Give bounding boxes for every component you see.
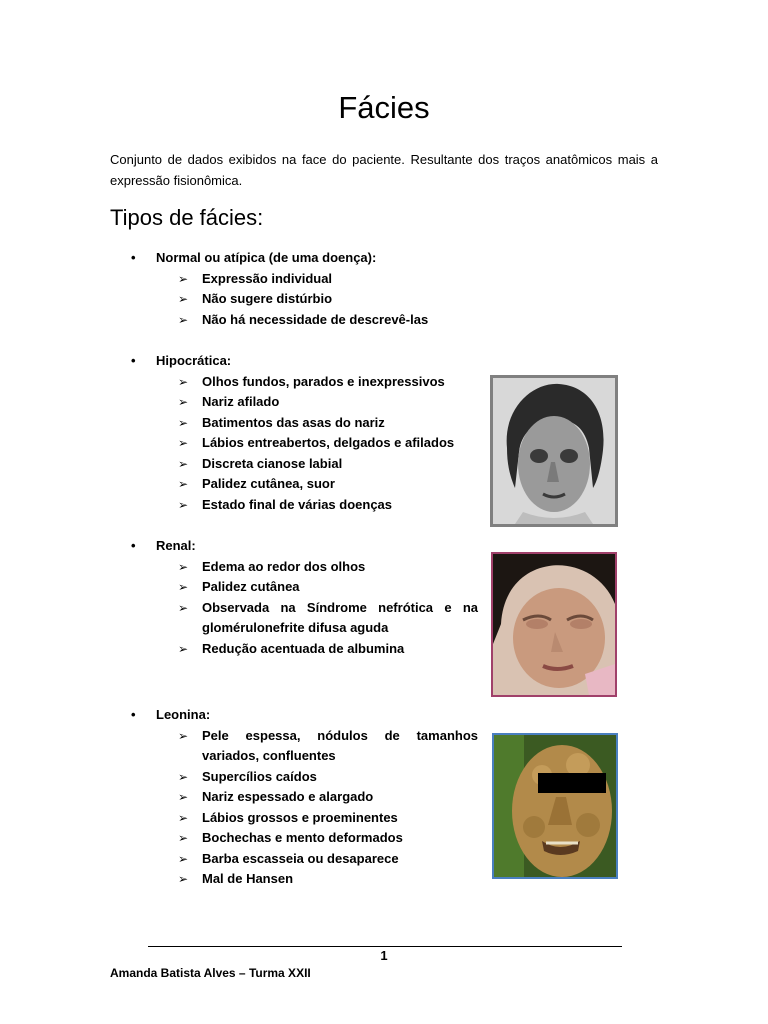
arrow-bullet-icon: ➢ (178, 477, 189, 491)
section-heading-text: Hipocrática: (156, 353, 232, 368)
list-item: ➢ Barba escasseia ou desaparece (178, 849, 478, 870)
list-item: ➢ Discreta cianose labial (178, 454, 478, 475)
arrow-bullet-icon: ➢ (178, 374, 189, 389)
list-item: ➢ Olhos fundos, parados e inexpressivos (178, 372, 478, 393)
arrow-bullet-icon: ➢ (178, 415, 189, 430)
bullet: • (131, 250, 136, 265)
list-item: ➢ Edema ao redor dos olhos (178, 557, 478, 578)
intro-paragraph: Conjunto de dados exibidos na face do paciente. Resultante dos traços anatômicos mais a expressão fisionômica. (110, 152, 658, 188)
arrow-bullet-icon: ➢ (178, 271, 189, 286)
photo-facies-hipocratica (490, 375, 618, 527)
arrow-bullet-icon: ➢ (178, 497, 189, 512)
list-item: ➢ Batimentos das asas do nariz (178, 413, 478, 434)
face-photo-color (493, 554, 615, 695)
item-list (178, 726, 478, 890)
list-item: ➢ Mal de Hansen (178, 869, 478, 890)
arrow-bullet-icon: ➢ (178, 851, 189, 866)
section-heading (131, 705, 210, 725)
arrow-bullet-icon: ➢ (178, 580, 189, 594)
list-item: ➢ Palidez cutânea, suor (178, 474, 478, 495)
list-item: ➢ Nariz afilado (178, 392, 478, 413)
censor-bar (538, 773, 606, 793)
page-title: Fácies (338, 90, 430, 125)
list-item: ➢ Lábios entreabertos, delgados e afilados (178, 433, 478, 454)
list-item: ➢ Palidez cutânea (178, 577, 478, 598)
list-item: ➢ Não há necessidade de descrevê-las (178, 310, 478, 331)
face-photo-grayscale (493, 378, 615, 524)
section-heading (131, 248, 376, 268)
page-number: 1 (380, 948, 388, 963)
item-list (178, 557, 478, 660)
list-item: ➢ Redução acentuada de albumina (178, 639, 478, 660)
arrow-bullet-icon: ➢ (178, 641, 189, 656)
arrow-bullet-icon: ➢ (178, 831, 189, 845)
arrow-bullet-icon: ➢ (178, 790, 189, 804)
arrow-bullet-icon: ➢ (178, 436, 189, 450)
photo-facies-renal (491, 552, 617, 697)
arrow-bullet-icon: ➢ (178, 769, 189, 784)
item-list (178, 372, 478, 516)
list-item: ➢ Bochechas e mento deformados (178, 828, 478, 849)
list-item: ➢ Não sugere distúrbio (178, 289, 478, 310)
bullet: • (131, 707, 136, 722)
footer-author: Amanda Batista Alves – Turma XXII (110, 966, 311, 980)
section-heading-text: Leonina: (156, 707, 211, 722)
arrow-bullet-icon: ➢ (178, 559, 189, 574)
bullet: • (131, 353, 136, 368)
list-item: ➢ Nariz espessado e alargado (178, 787, 478, 808)
bullet: • (131, 538, 136, 553)
face-photo-leonina (494, 735, 616, 877)
arrow-bullet-icon: ➢ (178, 810, 189, 825)
section-heading-text: Renal: (156, 538, 196, 553)
list-item: ➢ Estado final de várias doenças (178, 495, 478, 516)
list-item: ➢ Lábios grossos e proeminentes (178, 808, 478, 829)
arrow-bullet-icon: ➢ (178, 872, 189, 886)
section-heading (131, 536, 196, 556)
arrow-bullet-icon: ➢ (178, 456, 189, 471)
arrow-bullet-icon: ➢ (178, 395, 189, 409)
item-list (178, 269, 478, 331)
list-item: ➢ Expressão individual (178, 269, 478, 290)
arrow-bullet-icon: ➢ (178, 600, 189, 615)
arrow-bullet-icon: ➢ (178, 292, 189, 306)
list-item: ➢ Observada na Síndrome nefrótica e na glomérulonefrite difusa aguda (178, 599, 478, 635)
arrow-bullet-icon: ➢ (178, 312, 189, 327)
photo-facies-leonina (492, 733, 618, 879)
list-item: ➢ Supercílios caídos (178, 767, 478, 788)
list-item: ➢ Pele espessa, nódulos de tamanhos variados, confluentes (178, 727, 478, 763)
arrow-bullet-icon: ➢ (178, 728, 189, 743)
section-subtitle: Tipos de fácies: (110, 205, 264, 230)
section-heading-text: Normal ou atípica (de uma doença): (156, 250, 377, 265)
section-heading (131, 351, 231, 371)
